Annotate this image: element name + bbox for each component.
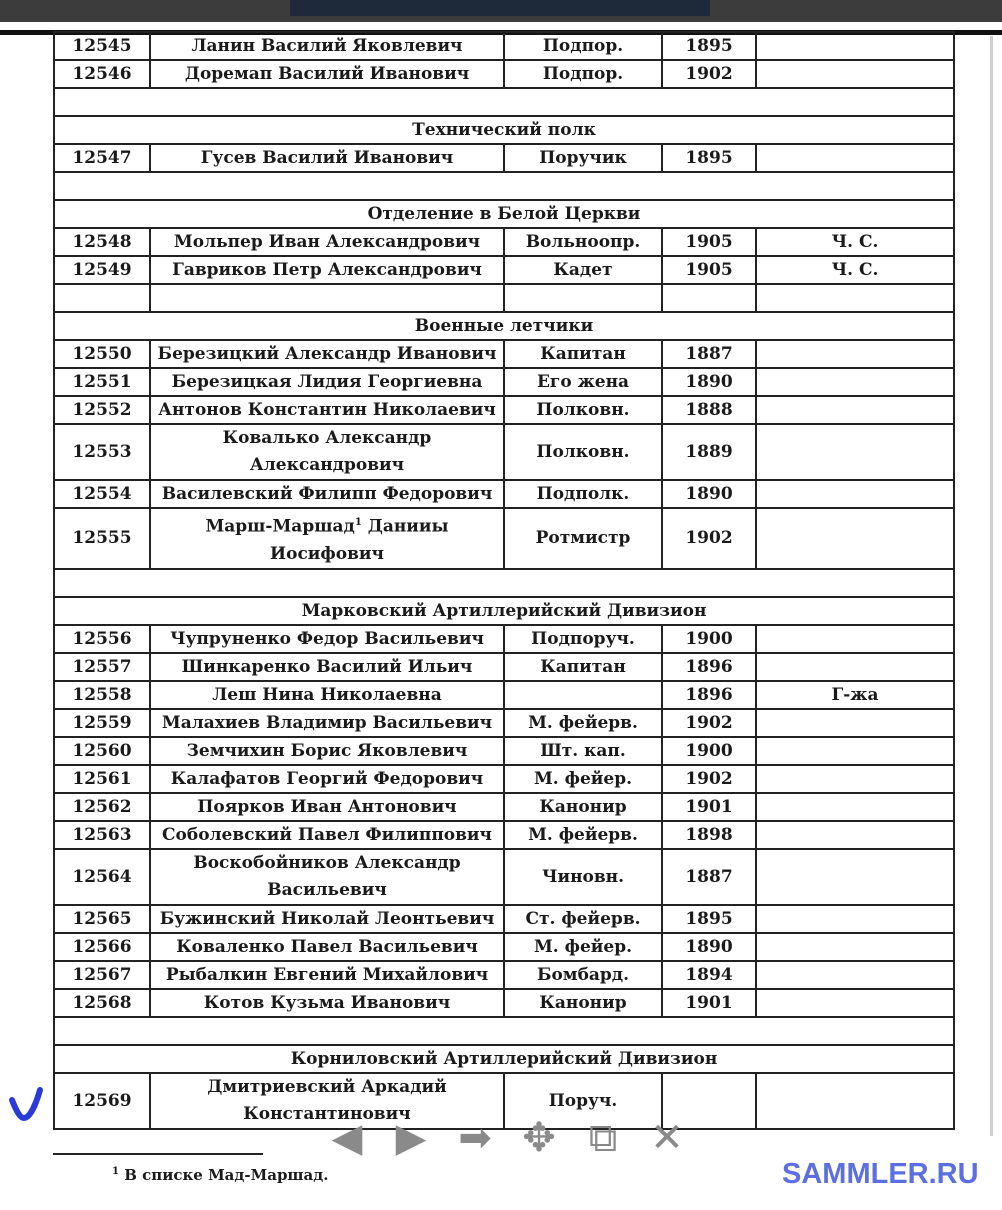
- rank: [504, 681, 662, 709]
- name-line-2: Иосифович: [270, 543, 384, 564]
- birth-year: 1888: [662, 396, 756, 424]
- birth-year: 1895: [662, 32, 756, 60]
- person-name: Калафатов Георгий Федорович: [150, 765, 504, 793]
- record-number: 12563: [54, 821, 150, 849]
- name-line-1: Дмитриевский Аркадий: [207, 1076, 447, 1097]
- birth-year: 1889: [662, 424, 756, 480]
- record-number: 12555: [54, 508, 150, 569]
- move-icon: ✥: [522, 1115, 556, 1161]
- note: [756, 144, 954, 172]
- table-row: [54, 32, 954, 60]
- name-line-1: Марш-Маршад: [205, 516, 355, 537]
- table-row: [54, 681, 954, 709]
- blank-row: [54, 1017, 954, 1045]
- record-number: 12557: [54, 653, 150, 681]
- rank: Кадет: [504, 256, 662, 284]
- rank: Его жена: [504, 368, 662, 396]
- table-row: [54, 933, 954, 961]
- table-row: [54, 256, 954, 284]
- record-number: 12545: [54, 32, 150, 60]
- table-row: [54, 480, 954, 508]
- blank-row: [54, 284, 954, 312]
- note: [756, 396, 954, 424]
- birth-year: 1894: [662, 961, 756, 989]
- rank: Ротмистр: [504, 508, 662, 569]
- record-number: 12554: [54, 480, 150, 508]
- section-row: [54, 312, 954, 340]
- note: Ч. С.: [756, 256, 954, 284]
- person-name: Антонов Константин Николаевич: [150, 396, 504, 424]
- record-number: 12560: [54, 737, 150, 765]
- page-right-edge: [990, 36, 993, 1136]
- play-icon: ▶: [395, 1115, 427, 1161]
- birth-year: 1905: [662, 228, 756, 256]
- birth-year: 1896: [662, 653, 756, 681]
- person-name: Доремап Василий Иванович: [150, 60, 504, 88]
- note: [756, 368, 954, 396]
- name-line-2: Васильевич: [267, 879, 387, 900]
- table-row: [54, 989, 954, 1017]
- rank: Подполк.: [504, 480, 662, 508]
- record-number: 12558: [54, 681, 150, 709]
- blank-cell: [504, 284, 662, 312]
- rank: Подпор.: [504, 60, 662, 88]
- birth-year: 1902: [662, 508, 756, 569]
- section-title: Корниловский Артиллерийский Дивизион: [54, 1045, 954, 1073]
- rank: Ст. фейерв.: [504, 905, 662, 933]
- open-external-icon: ⧉: [588, 1115, 618, 1161]
- note: [756, 933, 954, 961]
- watermark: SAMMLER.RU: [782, 1158, 979, 1190]
- name-line-1-rest: Данииы: [361, 516, 449, 537]
- record-number: 12556: [54, 625, 150, 653]
- birth-year: 1896: [662, 681, 756, 709]
- table-row: [54, 340, 954, 368]
- table-row: [54, 961, 954, 989]
- note: [756, 340, 954, 368]
- record-number: 12553: [54, 424, 150, 480]
- record-number: 12549: [54, 256, 150, 284]
- rank: Чиновн.: [504, 849, 662, 905]
- footnote-rule: [53, 1153, 263, 1155]
- person-name: Земчихин Борис Яковлевич: [150, 737, 504, 765]
- record-number: 12566: [54, 933, 150, 961]
- viewer-toolbar: [322, 1108, 702, 1168]
- record-number: 12564: [54, 849, 150, 905]
- footnote-text: В списке Мад-Маршад.: [124, 1166, 329, 1184]
- table-row: [54, 765, 954, 793]
- next-arrow-icon: ➡: [458, 1115, 492, 1161]
- next-arrow-button[interactable]: [450, 1113, 500, 1163]
- name-line-2: Александрович: [249, 455, 405, 475]
- name-line-2: Константинович: [243, 1103, 411, 1124]
- rank: М. фейерв.: [504, 709, 662, 737]
- top-image-strip: [290, 0, 710, 16]
- note: [756, 653, 954, 681]
- note: [756, 424, 954, 480]
- prev-arrow-icon: ◀: [331, 1115, 363, 1161]
- person-name: Ланин Василий Яковлевич: [150, 32, 504, 60]
- birth-year: 1887: [662, 849, 756, 905]
- birth-year: 1890: [662, 933, 756, 961]
- person-name: Гусев Василий Иванович: [150, 144, 504, 172]
- person-name: Поярков Иван Антонович: [150, 793, 504, 821]
- note: [756, 849, 954, 905]
- birth-year: 1887: [662, 340, 756, 368]
- rank: М. фейерв.: [504, 821, 662, 849]
- record-number: 12551: [54, 368, 150, 396]
- record-number: 12559: [54, 709, 150, 737]
- note: [756, 737, 954, 765]
- person-name: [150, 849, 504, 905]
- table-row: [54, 60, 954, 88]
- record-number: 12546: [54, 60, 150, 88]
- birth-year: 1890: [662, 368, 756, 396]
- person-name: [150, 508, 504, 569]
- rank: Шт. кап.: [504, 737, 662, 765]
- birth-year: 1901: [662, 989, 756, 1017]
- record-number: 12561: [54, 765, 150, 793]
- birth-year: 1902: [662, 60, 756, 88]
- note: [756, 508, 954, 569]
- open-external-button[interactable]: [578, 1113, 628, 1163]
- section-row: [54, 1045, 954, 1073]
- rank: Поруч.: [504, 1073, 662, 1129]
- prev-arrow-button[interactable]: [322, 1113, 372, 1163]
- close-icon: ✕: [650, 1115, 684, 1161]
- blank-cell: [54, 1017, 954, 1045]
- person-name: Березицкая Лидия Георгиевна: [150, 368, 504, 396]
- table-row: [54, 849, 954, 905]
- birth-year: 1895: [662, 905, 756, 933]
- table-row: [54, 821, 954, 849]
- note: [756, 32, 954, 60]
- section-title: Военные летчики: [54, 312, 954, 340]
- birth-year: 1890: [662, 480, 756, 508]
- record-number: 12568: [54, 989, 150, 1017]
- footnote: [112, 1166, 329, 1184]
- roster-table: [53, 31, 955, 1130]
- note: [756, 961, 954, 989]
- rank: Полковн.: [504, 424, 662, 480]
- birth-year: 1900: [662, 737, 756, 765]
- note: [756, 480, 954, 508]
- section-title: Марковский Артиллерийский Дивизион: [54, 597, 954, 625]
- rank: М. фейер.: [504, 933, 662, 961]
- note: Г-жа: [756, 681, 954, 709]
- birth-year: 1895: [662, 144, 756, 172]
- person-name: Шинкаренко Василий Ильич: [150, 653, 504, 681]
- blank-row: [54, 88, 954, 116]
- blank-cell: [54, 569, 954, 597]
- person-name: Чупруненко Федор Васильевич: [150, 625, 504, 653]
- record-number: 12562: [54, 793, 150, 821]
- person-name: Бужинский Николай Леонтьевич: [150, 905, 504, 933]
- person-name: Василевский Филипп Федорович: [150, 480, 504, 508]
- birth-year: 1900: [662, 625, 756, 653]
- blank-cell: [756, 284, 954, 312]
- rank: Канонир: [504, 793, 662, 821]
- table-row: [54, 228, 954, 256]
- blank-row: [54, 569, 954, 597]
- birth-year: 1901: [662, 793, 756, 821]
- person-name: Соболевский Павел Филиппович: [150, 821, 504, 849]
- birth-year: 1902: [662, 709, 756, 737]
- rank: Полковн.: [504, 396, 662, 424]
- roster-table-body: [54, 32, 954, 1129]
- rank: Канонир: [504, 989, 662, 1017]
- name-line-1: Воскобойников Александр: [193, 852, 461, 873]
- note: [756, 793, 954, 821]
- person-name: Малахиев Владимир Васильевич: [150, 709, 504, 737]
- table-row: [54, 709, 954, 737]
- person-name: Коваленко Павел Васильевич: [150, 933, 504, 961]
- blank-cell: [54, 172, 954, 200]
- blank-row: [54, 172, 954, 200]
- record-number: 12548: [54, 228, 150, 256]
- rank: Капитан: [504, 340, 662, 368]
- rank: Подпоруч.: [504, 625, 662, 653]
- table-row: [54, 905, 954, 933]
- table-row: [54, 508, 954, 569]
- person-name: Леш Нина Николаевна: [150, 681, 504, 709]
- name-line-1: Ковалько Александр: [222, 428, 432, 448]
- table-row: [54, 144, 954, 172]
- section-row: [54, 200, 954, 228]
- record-number: 12565: [54, 905, 150, 933]
- rank: Бомбард.: [504, 961, 662, 989]
- note: [756, 821, 954, 849]
- note: [756, 905, 954, 933]
- rank: Поручик: [504, 144, 662, 172]
- move-button[interactable]: [514, 1113, 564, 1163]
- birth-year: 1898: [662, 821, 756, 849]
- footnote-ref: 1: [354, 517, 362, 528]
- person-name: Березицкий Александр Иванович: [150, 340, 504, 368]
- note: [756, 1073, 954, 1129]
- table-row: [54, 625, 954, 653]
- table-row: [54, 793, 954, 821]
- birth-year: 1905: [662, 256, 756, 284]
- note: [756, 989, 954, 1017]
- close-button[interactable]: [642, 1113, 692, 1163]
- section-title: Технический полк: [54, 116, 954, 144]
- record-number: 12547: [54, 144, 150, 172]
- blank-cell: [662, 284, 756, 312]
- table-row: [54, 396, 954, 424]
- blank-cell: [54, 284, 150, 312]
- section-title: Отделение в Белой Церкви: [54, 200, 954, 228]
- birth-year: 1902: [662, 765, 756, 793]
- note: [756, 625, 954, 653]
- section-row: [54, 597, 954, 625]
- note: [756, 765, 954, 793]
- record-number: 12567: [54, 961, 150, 989]
- table-row: [54, 368, 954, 396]
- note: Ч. С.: [756, 228, 954, 256]
- record-number: 12569: [54, 1073, 150, 1129]
- blank-cell: [54, 88, 954, 116]
- section-row: [54, 116, 954, 144]
- person-name: Гавриков Петр Александрович: [150, 256, 504, 284]
- rank: Подпор.: [504, 32, 662, 60]
- blank-cell: [150, 284, 504, 312]
- table-row: [54, 653, 954, 681]
- note: [756, 60, 954, 88]
- table-row: [54, 424, 954, 480]
- rank: Капитан: [504, 653, 662, 681]
- footnote-marker: 1: [112, 1166, 119, 1177]
- table-row: [54, 737, 954, 765]
- rank: М. фейер.: [504, 765, 662, 793]
- rank: Вольноопр.: [504, 228, 662, 256]
- note: [756, 709, 954, 737]
- person-name: Мольпер Иван Александрович: [150, 228, 504, 256]
- person-name: Котов Кузьма Иванович: [150, 989, 504, 1017]
- play-button[interactable]: [386, 1113, 436, 1163]
- person-name: [150, 424, 504, 480]
- record-number: 12552: [54, 396, 150, 424]
- person-name: Рыбалкин Евгений Михайлович: [150, 961, 504, 989]
- document-page: [53, 31, 953, 1130]
- checkmark-icon: [6, 1080, 52, 1126]
- record-number: 12550: [54, 340, 150, 368]
- browser-top-bar: [0, 0, 1002, 22]
